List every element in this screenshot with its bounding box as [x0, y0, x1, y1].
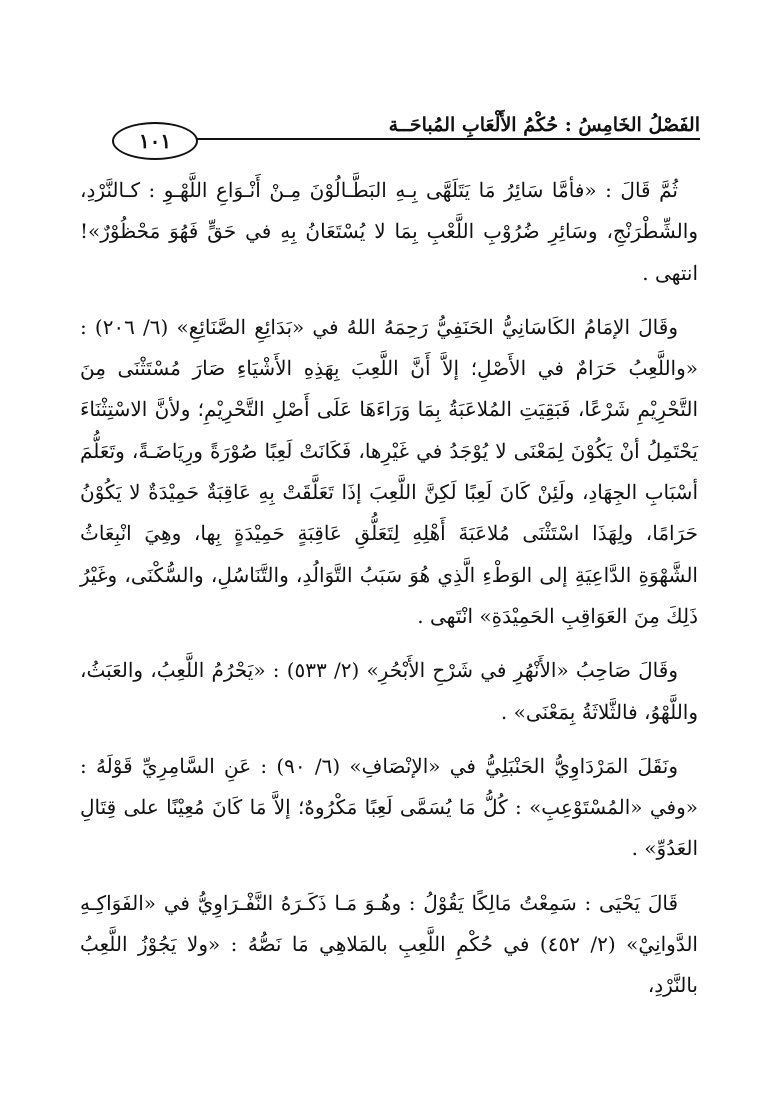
paragraph: ونَقَلَ المَرْدَاوِيُّ الحَنْبَلِيُّ في «الإنْصَافِ» (٦/ ٩٠) : عَنِ السَّامِرِيِّ قَوْلَهُ : «وفي «المُسْتَوْعِبِ» : كُلُّ مَا يُسَمَّى لَعِبًا مَكْرُوهٌ؛ إلاَّ مَا كَانَ مُعِيْنًا على قِتَالِ العَدُوِّ» .: [80, 753, 698, 861]
paragraph: وقَالَ الإمَامُ الكَاسَانِيُّ الحَنَفِيُّ رَحِمَهُ اللهُ في «بَدَائِعِ الصَّنَائِعِ» (٦/ ٢٠٦) : «واللَّعِبُ حَرَامٌ في الأَصْلِ؛ إلاَّ أَنَّ اللَّعِبَ بِهَذِهِ الأَشْيَاءِ صَارَ مُسْتَثْنَى مِنَ التَّحْرِيْمِ شَرْعًا، فَبَقِيَتِ المُلاعَبَةُ بِمَا وَرَاءَهَا عَلَى أَصْلِ التَّحْرِيْمِ؛ ولأنَّ الاسْتِثْنَاءَ يَحْتَمِلُ أنْ يَكُوْنَ لِمَعْنَى لا يُوْجَدُ في غَيْرِها، فَكَانَتْ لَعِبًا صُوْرَةً ورِيَاضَـةً، وتَعَلُّمَ أسْبَابِ الجِهَادِ، ولَئِنْ كَانَ لَعِبًا لَكِنَّ اللَّعِبَ إذَا تَعَلَّقَتْ بِهِ عَاقِبَةٌ حَمِيْدَةٌ لا يَكُوْنُ حَرَامًا، ولِهَذَا اسْتَثْنَى مُلاعَبَةَ أَهْلِهِ لِتَعَلُّقِ عَاقِبَةٍ حَمِيْدَةٍ بِها، وهِيَ انْبِعَاثُ الشَّهْوَةِ الدَّاعِيَةِ إلى الوَطْءِ الَّذِي هُوَ سَبَبُ التَّوَالُدِ، والتَّنَاسُلِ، والسُّكْنَى، وغَيْرُ ذَلِكَ مِنَ العَوَاقِبِ الحَمِيْدَةِ» انْتَهى .: [80, 314, 698, 628]
header-rule: [188, 138, 700, 140]
running-title: الفَصْلُ الخَامِسُ : حُكْمُ الأَلْعَابِ المُباحَــة: [388, 114, 700, 136]
page-number: ١٠١: [112, 122, 198, 160]
paragraph: ثُمَّ قَالَ : «فأمَّا سَائِرُ مَا يَتَلَهَّى بِـهِ البَطَّـالُوْنَ مِـنْ أَنْـوَاعِ اللَّهْـوِ : كـالنَّرْدِ، والشِّطْرَنْجِ، وسَائِرِ ضُرُوْبِ اللَّعْبِ بِمَا لا يُسْتَعَانُ بِهِ في حَقٍّ فَهُوَ مَحْظُوْرٌ»! انتهى .: [80, 178, 698, 285]
page-body: [80, 170, 698, 1020]
page-header: [112, 108, 700, 153]
paragraph: وقَالَ صَاحِبُ «الأَنْهُرِ في شَرْحِ الأَبْحُرِ» (٢/ ٥٣٣) : «يَحْرُمُ اللَّعِبُ، والعَبَثُ، واللَّهْوُ، فالثَّلاثَةُ بِمَعْنَى» .: [80, 658, 698, 724]
paragraph: قَالَ يَحْيَى : سَمِعْتُ مَالِكًا يَقُوْلُ : وهُـوَ مَـا ذَكَـرَهُ النَّفْـرَاوِيُّ في «الفَوَاكِـهِ الدَّوانِيْ» (٢/ ٤٥٢) في حُكْمِ اللَّعِبِ بالمَلاهِي مَا نَصُّهُ : «ولا يَجُوْزُ اللَّعِبُ بالنَّرْدِ،: [80, 890, 698, 998]
